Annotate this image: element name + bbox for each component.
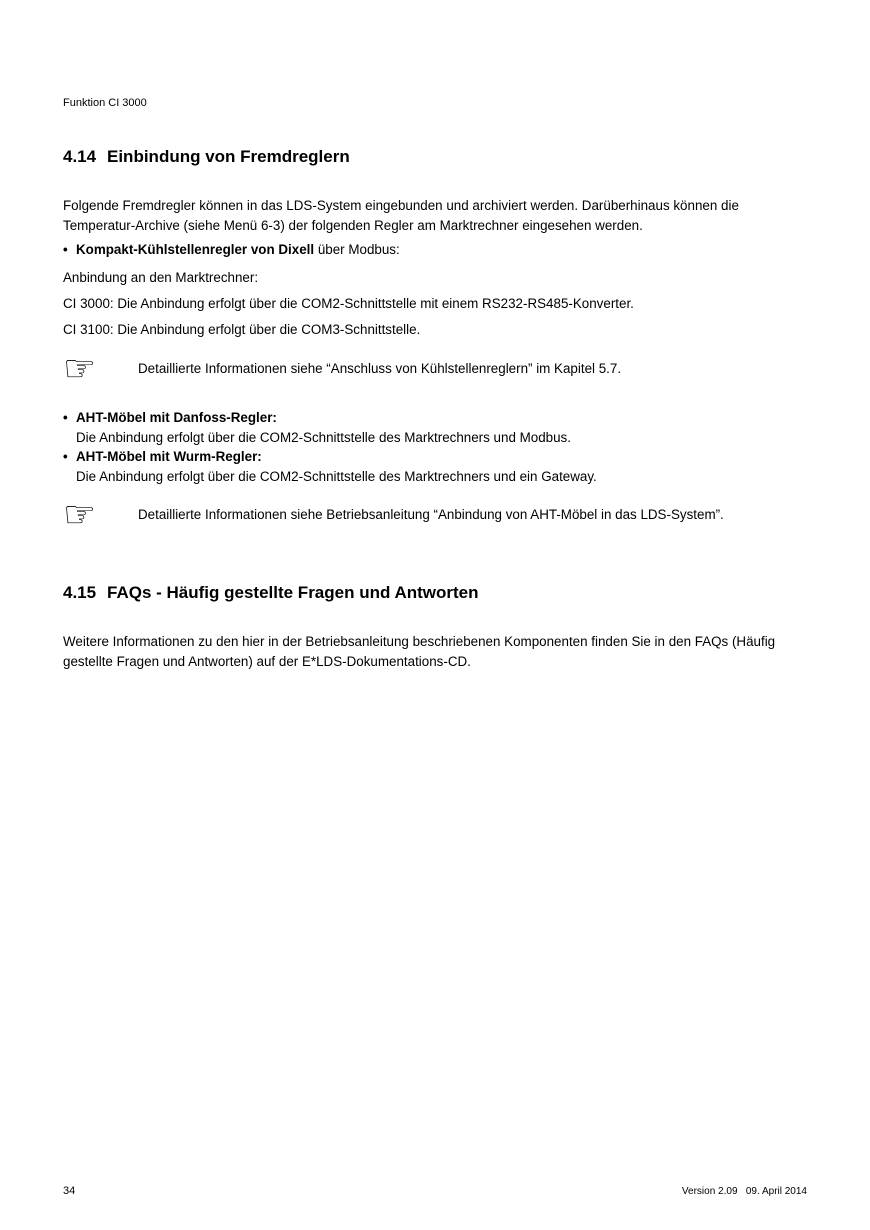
- bullet-icon: •: [63, 410, 68, 425]
- note-text-1: Detaillierte Informationen siehe “Anschluss von Kühlstellenreglern” im Kapitel 5.7.: [138, 361, 622, 376]
- note-row-2: [63, 493, 807, 536]
- bullet-icon: •: [63, 242, 68, 257]
- footer-version: Version 2.09 09. April 2014: [681, 1186, 807, 1197]
- bullet-text: [76, 408, 277, 428]
- bullet-icon: •: [63, 449, 68, 464]
- section-title: Einbindung von Fremdreglern: [107, 147, 350, 166]
- bullet-item-danfoss: [63, 408, 807, 428]
- line-ci3100: CI 3100: Die Anbindung erfolgt über die COM3-Schnittstelle.: [63, 322, 421, 337]
- bullet-bold-text: AHT-Möbel mit Danfoss-Regler:: [76, 410, 277, 425]
- bullet-rest-text: über Modbus:: [314, 242, 400, 257]
- note-text-2: Detaillierte Informationen siehe Betriebsanleitung “Anbindung von AHT-Möbel in das LDS-System”.: [138, 507, 724, 522]
- bullet-item-dixell: [63, 240, 807, 260]
- bullet-bold-text: Kompakt-Kühlstellenregler von Dixell: [76, 242, 315, 257]
- running-header: Funktion CI 3000: [63, 97, 147, 109]
- line-ci3000: CI 3000: Die Anbindung erfolgt über die COM2-Schnittstelle mit einem RS232-RS485-Konverter.: [63, 296, 634, 311]
- pointing-hand-icon: ☞: [63, 347, 97, 390]
- bullet-sub-text-danfoss: Die Anbindung erfolgt über die COM2-Schnittstelle des Marktrechners und Modbus.: [76, 430, 571, 445]
- bullet-text: [76, 447, 262, 467]
- section-number: 4.14: [63, 147, 97, 166]
- line-anbindung: Anbindung an den Marktrechner:: [63, 270, 259, 285]
- note-row-1: [63, 347, 807, 390]
- section-number: 4.15: [63, 583, 97, 602]
- intro-paragraph: Folgende Fremdregler können in das LDS-System eingebunden und archiviert werden. Darüberhinaus können die Temperatur-Archive (siehe Menü 6-3) der folgenden Regler am Marktrechner eingesehen werden.: [63, 198, 739, 233]
- bullet-text: [76, 240, 400, 260]
- footer-page-number: 34: [63, 1185, 76, 1197]
- bullet-sub-text-wurm: Die Anbindung erfolgt über die COM2-Schnittstelle des Marktrechners und ein Gateway.: [76, 469, 597, 484]
- bullet-item-wurm: [63, 447, 807, 467]
- section-heading-4-15: [63, 583, 807, 602]
- bullet-bold-text: AHT-Möbel mit Wurm-Regler:: [76, 449, 262, 464]
- section-title: FAQs - Häufig gestellte Fragen und Antworten: [107, 583, 479, 602]
- section-heading-4-14: [63, 147, 807, 166]
- pointing-hand-icon: ☞: [63, 493, 97, 536]
- page-footer: [63, 1185, 807, 1197]
- faq-paragraph: Weitere Informationen zu den hier in der Betriebsanleitung beschriebenen Komponenten finden Sie in den FAQs (Häufig gestellte Fragen und Antworten) auf der E*LDS-Dokumentations-CD.: [63, 634, 776, 669]
